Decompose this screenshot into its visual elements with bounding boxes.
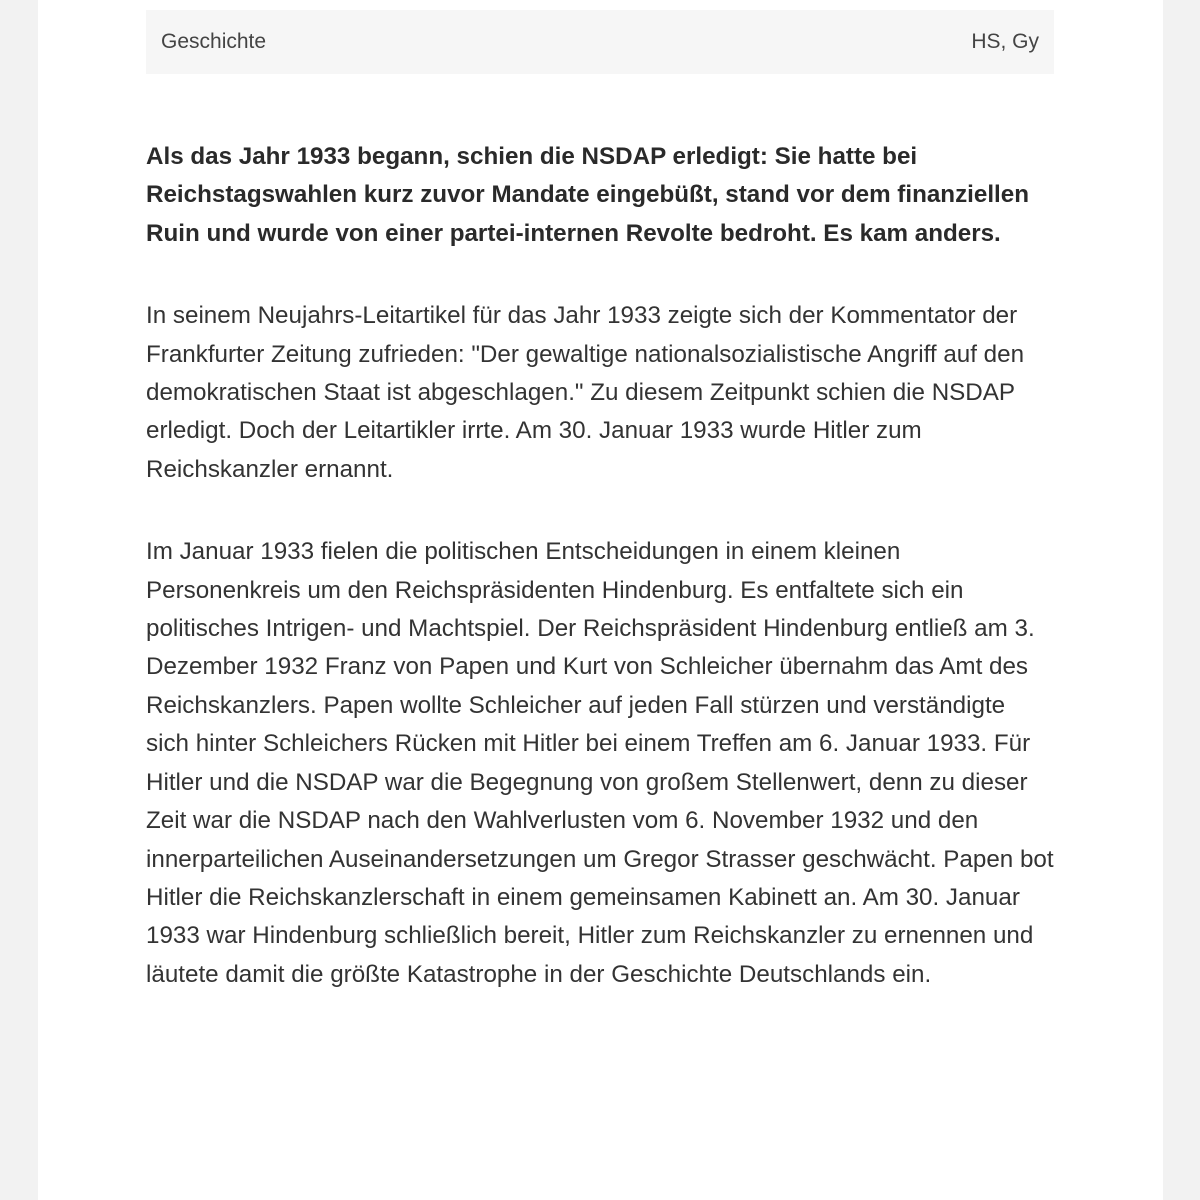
article-paragraph-2: Im Januar 1933 fielen die politischen Entscheidungen in einem kleinen Personenkreis um den Reichspräsidenten Hindenburg. Es entfaltete sich ein politisches Intrigen- und Machtspiel. Der Reichspräsident Hindenburg entließ am 3. Dezember 1932 Franz von Papen und Kurt von Schleicher übernahm das Amt des Reichskanzlers. Papen wollte Schleicher auf jeden Fall stürzen und verständigte sich hinter Schleichers Rücken mit Hitler bei einem Treffen am 6. Januar 1933. Für Hitler und die NSDAP war die Begegnung von großem Stellenwert, denn zu dieser Zeit war die NSDAP nach den Wahlverlusten vom 6. November 1932 und den innerparteilichen Auseinandersetzungen um Gregor Strasser geschwächt. Papen bot Hitler die Reichskanzlerschaft in einem gemeinsamen Kabinett an. Am 30. Januar 1933 war Hindenburg schließlich bereit, Hitler zum Reichskanzler zu ernennen und läutete damit die größte Katastrophe in der Geschichte Deutschlands ein. <box>146 538 1054 988</box>
subject-label: Geschichte <box>161 30 267 53</box>
article-paragraph-1: In seinem Neujahrs-Leitartikel für das Jahr 1933 zeigte sich der Kommentator der Frankfurter Zeitung zufrieden: "Der gewaltige nationalsozialistische Angriff auf den demokratischen Staat ist abgeschlagen." Zu diesem Zeitpunkt schien die NSDAP erledigt. Doch der Leitartikler irrte. Am 30. Januar 1933 wurde Hitler zum Reichskanzler ernannt. <box>146 302 1025 483</box>
school-types-label: HS, Gy <box>971 30 1039 53</box>
article-lead: Als das Jahr 1933 begann, schien die NSDAP erledigt: Sie hatte bei Reichstagswahlen kurz zuvor Mandate eingebüßt, stand vor dem finanziellen Ruin und wurde von einer partei-internen Revolte bedroht. Es kam anders. <box>146 143 1030 247</box>
article-body <box>146 138 1054 1038</box>
article-meta-bar <box>146 10 1054 74</box>
